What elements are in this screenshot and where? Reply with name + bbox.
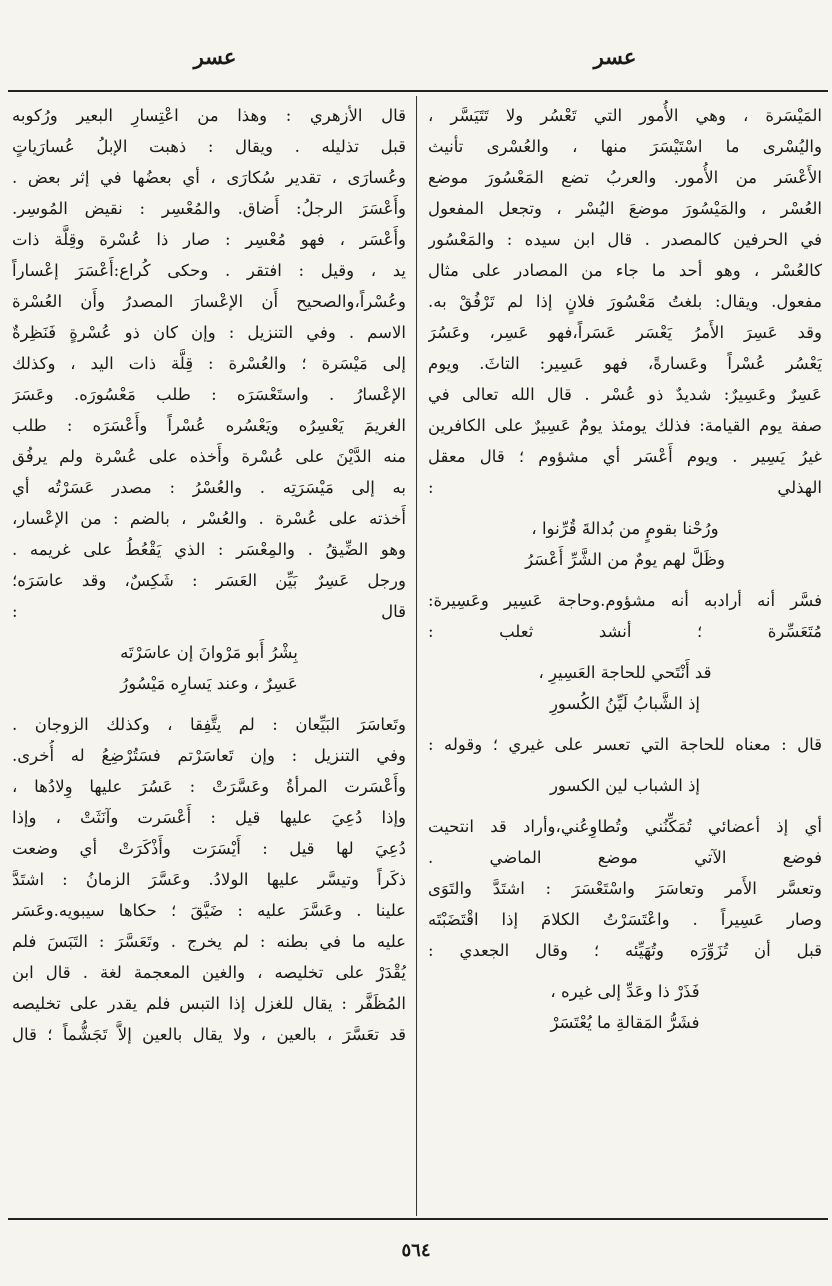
spacer	[428, 503, 822, 513]
text-line: فوضع الآتي موضع الماضي .	[428, 848, 822, 867]
bottom-rule	[8, 1218, 828, 1220]
text-line: الأَعْسَر من الأُمور. والعربُ تضع المَعْسُورَ موضع	[428, 168, 822, 187]
text-line: وصار عَسِيراً . واعْتَسَرْتُ الكلامَ إذا اقْتَضَبْتَه	[428, 910, 822, 929]
top-rule	[8, 90, 828, 92]
column-divider	[416, 96, 417, 1216]
spacer	[428, 719, 822, 729]
text-line: المَيْسَرة ، وهي الأُمور التي تَعْسُر ولا تَتَيَسَّر ،	[428, 106, 822, 125]
text-line: وفي التنزيل : وإن تَعاسَرْتم فسَتُرْضِعُ له أُخرى.	[12, 746, 406, 765]
text-line: في الحرفين كالمصدر . قال ابن سيده : والمَعْسُور	[428, 230, 822, 249]
text-line: قال : معناه للحاجة التي تعسر على غيري ؛ وقوله :	[428, 735, 822, 754]
text-line: قد تعَسَّرَ ، بالعين ، ولا يقال بالعين إلاَّ تَجَشُّماً ؛ قال	[12, 1025, 406, 1044]
verse-line: عَسِرٌ ، وعند يَسارِه مَيْسُورُ	[120, 674, 298, 693]
page-number: ٥٦٤	[401, 1240, 431, 1261]
text-line: دُعِيَ لها قيل : أَيْسَرَت وأَذْكَرَتْ أي وضعت	[12, 839, 406, 858]
spacer	[428, 760, 822, 770]
text-line: الإعْسارُ . واستَعْسَرَه : طلب مَعْسُورَه. وعَسَرَ	[12, 385, 406, 404]
spacer	[428, 647, 822, 657]
text-line: يَعْسُر عُسْراً وعَسارةً، فهو عَسِير: التاثَ. ويوم	[428, 354, 822, 373]
text-line: وتعسَّر الأَمر وتعاسَرَ واسْتَعْسَرَ : اشتَدَّ والتَوَى	[428, 879, 822, 898]
text-line: أي إذ أعضائي تُمَكِّنُني وتُطاوِعُني،وأراد قد انتحيت	[428, 817, 822, 836]
text-line: عَسِرٌ وعَسِيرٌ: شديدٌ ذو عُسْر . قال الله تعالى في	[428, 385, 822, 404]
text-line: به إلى مَيْسَرَتِه . والعُسْرُ : مصدر عَسَرْتُه أي	[12, 478, 406, 497]
verse-line: فشَرُّ المَقالةِ ما يُعْتَسَرْ	[550, 1013, 700, 1032]
text-line: قال :	[12, 602, 406, 621]
text-line: واليُسْرى ما اسْتَيْسَرَ منها ، والعُسْرى تأنيث	[428, 137, 822, 156]
text-line: ذكَراً وتيسَّر عليها الولادُ. وعَسَّرَ الزمانُ : اشتَدَّ	[12, 870, 406, 889]
text-line: منه الدَّيْنَ على عُسْرة وأَخذه على عُسْرة ولم يرفُق	[12, 447, 406, 466]
text-line: عليه ما في بطنه : لم يخرج . وتَعَسَّرَ : التَبَسَ فلم	[12, 932, 406, 951]
text-line: المُظَفَّر : يقال للغزل إذا التبس فلم يقدر على تخليصه	[12, 994, 406, 1013]
text-line: وعُسارَى ، تقدير سُكارَى ، أي بعضُها في إثر بعض .	[12, 168, 406, 187]
text-line: علينا . وعَسَّرَ عليه : ضَيَّقَ ؛ حكاها سيبويه.وعَسَر	[12, 901, 406, 920]
spacer	[12, 627, 406, 637]
text-line: أَخذته على عُسْرة . والعُسْر ، بالضم : من الإعْسار،	[12, 509, 406, 528]
text-line: غيرُ يَسِير . ويوم أَعْسَر أي مشؤوم ؛ قال معقل	[428, 447, 822, 466]
text-line: الغريمَ يَعْسِرُه ويَعْسُره عُسْراً وأَعْسَرَه : طلب	[12, 416, 406, 435]
verse-line: قد أَنْتَحي للحاجة العَسِيرِ ،	[538, 663, 712, 682]
text-line: يُقْدَرْ على تخليصه ، والغين المعجمة لغة . قال ابن	[12, 963, 406, 982]
text-line: العُسْر ، والمَيْسُورَ موضعَ اليُسْر ، وتجعل المفعول	[428, 199, 822, 218]
text-line: وأَعْسَر ، فهو مُعْسِر : صار ذا عُسْرة وقِلَّة ذات	[12, 230, 406, 249]
text-line: وقد عَسِرَ الأَمرُ يَعْسَر عَسَراً،فهو عَسِر، وعَسُرَ	[428, 323, 822, 342]
text-line: وتَعاسَرَ البَيِّعان : لم يتَّفِقا ، وكذلك الزوجان .	[12, 715, 406, 734]
text-line: قبل أن تُزَوِّرَه وتُهَيِّئه ؛ وقال الجعدي :	[428, 941, 822, 960]
text-line: قبل تذليله . ويقال : ذهبت الإبلُ عُسارَياتٍ	[12, 137, 406, 156]
verse-line: إذ الشباب لين الكسور	[549, 776, 701, 795]
text-line: يد ، وقيل : افتقر . وحكى كُراع:أَعْسَرَ إعْساراً	[12, 261, 406, 280]
spacer	[12, 699, 406, 709]
verse-line: بِشْرُ أَبو مَرْوانَ إن عاسَرْتَه	[120, 643, 298, 662]
left-header-word: عسر	[193, 44, 237, 69]
text-line: الاسم . وفي التنزيل : وإن كان ذو عُسْرةٍ فَنَظِرةٌ	[12, 323, 406, 342]
text-line: فسَّر أنه أرادبه أنه مشؤوم.وحاجة عَسِير وعَسِيرة:	[428, 591, 822, 610]
spacer	[428, 1038, 822, 1048]
spacer	[428, 966, 822, 976]
text-line: كالعُسْر ، وهو أحد ما جاء من المصادر على مثال	[428, 261, 822, 280]
text-line: وأَعْسَرت المرأةُ وعَسَّرَتْ : عَسُرَ عليها وِلادُها ،	[12, 777, 406, 796]
right-header-word: عسر	[593, 44, 637, 69]
text-line: الهذلي :	[428, 478, 822, 497]
text-line: وهو الضِّيقُ . والمِعْسَر : الذي يَقْعُطُ على غريمه .	[12, 540, 406, 559]
left-column	[12, 100, 406, 1212]
verse-line: فَذَرْ ذا وعَدِّ إلى غيره ،	[550, 982, 700, 1001]
spacer	[428, 575, 822, 585]
verse-line: إذ الشَّبابُ لَيِّنُ الكُسورِ	[549, 694, 701, 713]
text-line: وأَعْسَرَ الرجلُ: أَضاق. والمُعْسِر : نقيض المُوسِر.	[12, 199, 406, 218]
text-line: وعُسْراً،والصحيح أَن الإعْسارَ المصدرُ وأَن العُسْرة	[12, 292, 406, 311]
text-line: قال الأزهري : وهذا من اعْتِسارِ البعير ورُكوبه	[12, 106, 406, 125]
text-line: صفة يوم القيامة: فذلك يومئذ يومٌ عَسِيرٌ على الكافرين	[428, 416, 822, 435]
text-line: مفعول. ويقال: بلغتُ مَعْسُورَ فلانٍ إذا لم تَرْفُقْ به.	[428, 292, 822, 311]
text-line: ورجل عَسِرٌ بَيِّن العَسَر : شَكِسٌ، وقد عاسَرَه؛	[12, 571, 406, 590]
right-column	[428, 100, 822, 1212]
text-line: وإذا دُعِيَ عليها قيل : أَعْسَرت وآنَثَتْ ، وإذا	[12, 808, 406, 827]
text-line: إلى مَيْسَرة ؛ والعُسْرة : قِلَّة ذات اليد ، وكذلك	[12, 354, 406, 373]
spacer	[428, 801, 822, 811]
text-line: مُتَعَسِّرة ؛ أنشد ثعلب :	[428, 622, 822, 641]
verse-line: ورُحْنا بقومٍ من بُدالةَ قُرِّنوا ،	[531, 519, 719, 538]
verse-line: وظَلَّ لهم يومٌ من الشَّرِّ أَعْسَرُ	[525, 550, 725, 569]
